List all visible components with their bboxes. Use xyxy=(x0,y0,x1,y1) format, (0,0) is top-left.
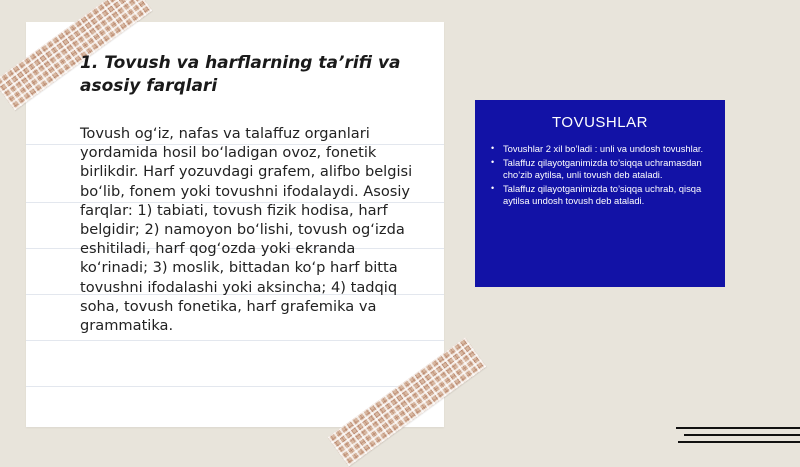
decorative-line xyxy=(678,441,800,443)
decorative-line xyxy=(684,434,800,436)
slide-heading: TOVUSHLAR xyxy=(552,114,648,131)
slide-bullet-text: Talaffuz qilayotganimizda to’siqqa uchrab, qisqa aytilsa undosh tovush deb ataladi. xyxy=(503,183,702,206)
paper-rule xyxy=(26,340,444,341)
slide-bullet-item xyxy=(491,143,711,154)
bullet-icon: • xyxy=(491,183,495,194)
decorative-line xyxy=(676,427,800,429)
slide-bullet-list xyxy=(489,143,711,206)
slide-bullet-text: Talaffuz qilayotganimizda to’siqqa uchramasdan cho’zib aytilsa, unli tovush deb ataladi. xyxy=(503,157,702,180)
slide-bullet-item xyxy=(491,183,711,206)
bullet-icon: • xyxy=(491,143,495,153)
paper-rule xyxy=(26,386,444,387)
slide-bullet-item xyxy=(491,157,711,180)
decorative-lines xyxy=(676,424,800,444)
bullet-icon: • xyxy=(491,157,495,168)
embedded-slide xyxy=(475,100,725,287)
card-title: 1. Tovush va harflarning ta’rifi va asosiy farqlari xyxy=(80,53,401,96)
slide-bullet-text: Tovushlar 2 xil bo’ladi : unli va undosh tovushlar. xyxy=(503,143,704,154)
card-body-text: Tovush og‘iz, nafas va talaffuz organlari yordamida hosil bo‘ladigan ovoz, fonetik birlikdir. Harf yozuvdagi grafem, alifbo belgisi bo‘lib, fonem yoki tovushni ifodalaydi. Asosiy farqlar: 1) tabiati, tovush fizik hodisa, harf belgidir; 2) namoyon bo‘lishi, tovush og‘izda eshitiladi, harf qog‘ozda yoki ekranda ko‘rinadi; 3) moslik, bittadan ko‘p harf bitta tovushni ifodalashi yoki aksincha; 4) tadqiq soha, tovush fonetika, harf grafemika va grammatika. xyxy=(80,125,413,335)
